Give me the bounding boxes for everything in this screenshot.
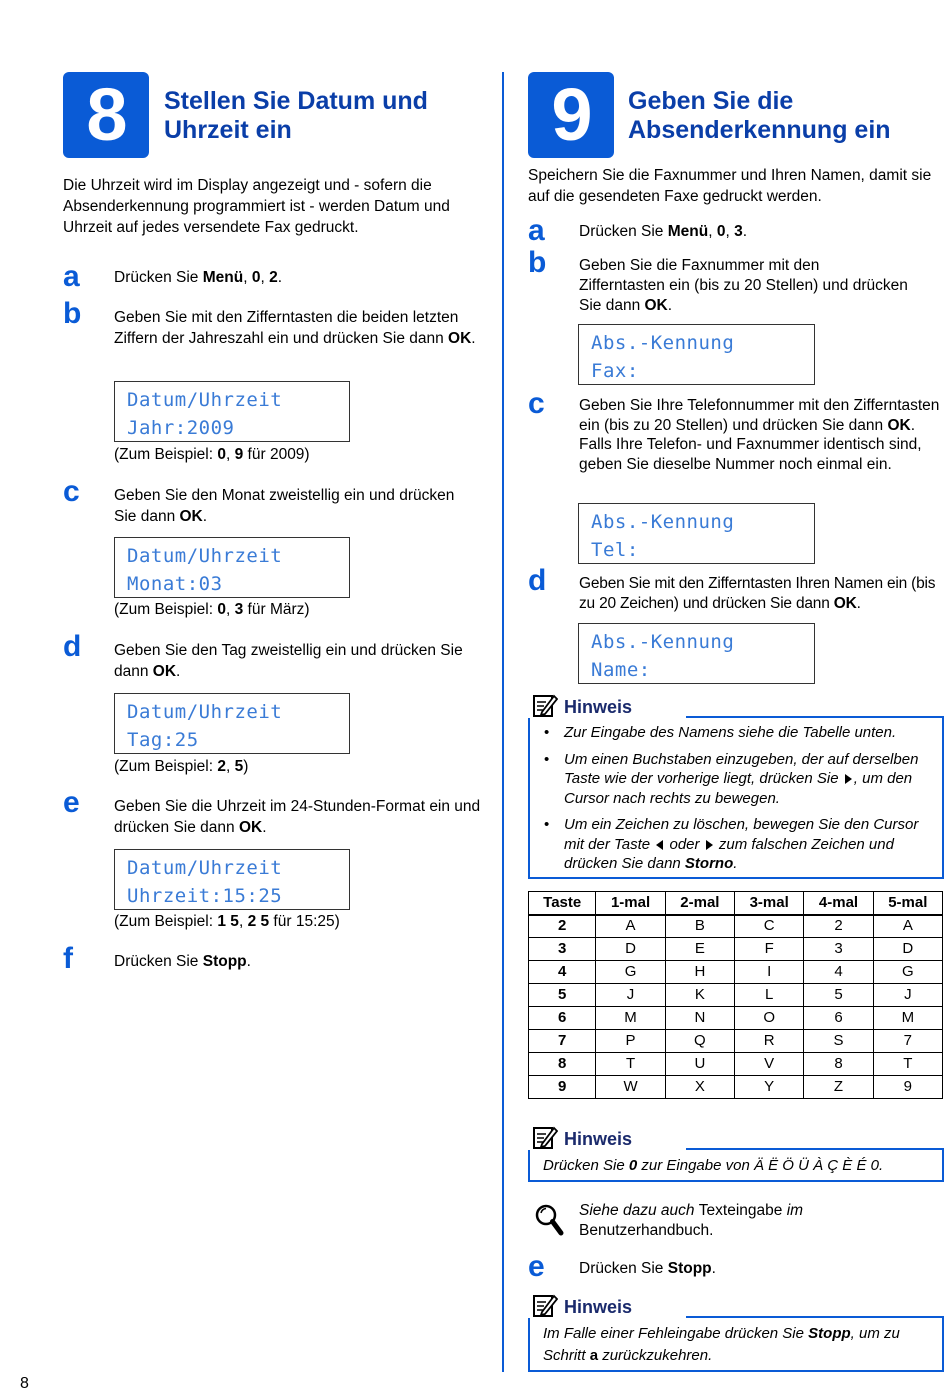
text: 0	[217, 601, 226, 618]
text: Um einen Buchstaben einzugeben, der auf derselben Taste wie der vorherige liegt, drücken Sie	[564, 750, 919, 787]
table-cell: 5	[804, 984, 873, 1007]
table-header: 5-mal	[873, 892, 942, 915]
table-row	[529, 938, 943, 961]
example-text	[114, 445, 310, 465]
table-cell: M	[596, 1007, 665, 1030]
key-label: OK	[179, 508, 203, 525]
text: , um den Cursor nach rechts zu bewegen.	[564, 770, 913, 807]
lcd-display	[114, 849, 350, 910]
note-title: Hinweis	[564, 1297, 633, 1317]
step-reference: a	[589, 1346, 599, 1364]
lcd-line2: Jahr:2009	[127, 417, 235, 439]
table-cell: V	[735, 1053, 804, 1076]
step-e-text	[579, 1259, 716, 1279]
example-text	[114, 912, 340, 932]
text: .	[733, 855, 738, 872]
lcd-line2: Tel:	[591, 539, 639, 561]
step-letter-f: f	[63, 942, 73, 975]
text: Geben Sie den Tag zweistellig ein und drücken Sie dann	[114, 642, 463, 680]
text: 3	[234, 601, 244, 618]
text: . Falls Ihre Telefon- und Faxnummer identisch sind, geben Sie dieselbe Nummer noch einmal ein.	[579, 416, 922, 473]
key-label: OK	[644, 297, 668, 314]
table-cell: O	[735, 1007, 804, 1030]
step-letter-d: d	[528, 564, 547, 597]
key-label: 3	[734, 223, 743, 240]
table-cell: C	[735, 915, 804, 938]
table-cell: T	[596, 1053, 665, 1076]
text: 2 5	[247, 913, 270, 930]
text: .	[742, 223, 748, 240]
table-cell: 9	[529, 1076, 596, 1099]
section-title-line1: Stellen Sie Datum und	[164, 87, 428, 115]
table-cell: L	[735, 984, 804, 1007]
step-f-text	[114, 952, 251, 972]
table-cell: J	[873, 984, 942, 1007]
key-label: OK	[448, 330, 472, 347]
text: Drücken Sie	[579, 223, 668, 240]
table-cell: Q	[665, 1030, 734, 1053]
key-label: 2	[269, 269, 278, 286]
table-cell: 5	[529, 984, 596, 1007]
table-cell: 3	[804, 938, 873, 961]
text: ,	[226, 758, 235, 775]
lcd-line1: Datum/Uhrzeit	[127, 389, 283, 411]
text: Geben Sie die Faxnummer mit den Zifferntasten ein (bis zu 20 Stellen) und drücken Sie dann	[579, 257, 908, 314]
table-header: 2-mal	[665, 892, 734, 915]
table-cell: W	[596, 1076, 665, 1099]
note-text	[543, 1156, 883, 1176]
table-cell: J	[596, 984, 665, 1007]
lcd-line2: Name:	[591, 659, 651, 681]
table-cell: U	[665, 1053, 734, 1076]
text: im	[782, 1202, 804, 1219]
step-c-text	[579, 396, 945, 474]
text: Drücken Sie	[114, 269, 203, 286]
note-bullet-list	[542, 723, 940, 881]
text: .	[176, 663, 181, 680]
step-d-text	[579, 574, 945, 614]
reference-text	[579, 1201, 803, 1241]
text: Texteingabe	[698, 1202, 783, 1219]
note-text	[543, 1323, 938, 1366]
table-cell: B	[665, 915, 734, 938]
list-item	[542, 815, 940, 874]
table-cell: K	[665, 984, 734, 1007]
text: ,	[226, 446, 235, 463]
text: ,	[243, 269, 252, 286]
table-header: 3-mal	[735, 892, 804, 915]
key-label: 0	[628, 1157, 638, 1174]
lcd-display	[114, 693, 350, 754]
table-cell: H	[665, 961, 734, 984]
section-title-line2: Absenderkennung ein	[628, 116, 891, 144]
text: Drücken Sie	[543, 1157, 629, 1174]
table-cell: Z	[804, 1076, 873, 1099]
intro-paragraph: Die Uhrzeit wird im Display angezeigt und - sofern die Absenderkennung programmiert ist - werden Datum und Uhrzeit auf jedes versendete Fax gedruckt.	[63, 177, 450, 236]
text: 0	[217, 446, 226, 463]
table-cell: Y	[735, 1076, 804, 1099]
text: 5	[234, 758, 244, 775]
table-cell: R	[735, 1030, 804, 1053]
character-table	[528, 891, 943, 1099]
section-title	[628, 87, 891, 145]
key-label: OK	[887, 416, 911, 434]
table-cell: G	[596, 961, 665, 984]
text: .	[711, 1260, 716, 1277]
step-letter-a: a	[63, 260, 80, 293]
table-row	[529, 961, 943, 984]
table-cell: A	[873, 915, 942, 938]
key-label: Storno	[684, 855, 734, 872]
text: (Zum Beispiel:	[114, 601, 218, 618]
text: Drücken Sie	[114, 953, 203, 970]
table-row	[529, 1007, 943, 1030]
list-item	[542, 750, 940, 809]
table-cell: N	[665, 1007, 734, 1030]
step-letter-c: c	[63, 475, 80, 508]
table-row	[529, 984, 943, 1007]
lcd-line1: Datum/Uhrzeit	[127, 857, 283, 879]
lcd-line2: Fax:	[591, 360, 639, 382]
table-cell: 6	[529, 1007, 596, 1030]
table-cell: 7	[529, 1030, 596, 1053]
table-cell: 4	[529, 961, 596, 984]
key-label: Menü	[667, 223, 709, 240]
table-cell: 2	[804, 915, 873, 938]
key-label: Menü	[202, 269, 244, 286]
text: ,	[260, 269, 270, 286]
note-title: Hinweis	[564, 697, 633, 717]
note-title: Hinweis	[564, 1129, 633, 1149]
text: Geben Sie die Uhrzeit im 24-Stunden-Format ein und drücken Sie dann	[114, 798, 481, 836]
table-row	[529, 1030, 943, 1053]
lcd-line1: Abs.-Kennung	[591, 511, 735, 533]
table-cell: D	[873, 938, 942, 961]
step-e-text	[114, 796, 489, 838]
lcd-line1: Abs.-Kennung	[591, 332, 735, 354]
table-cell: T	[873, 1053, 942, 1076]
lcd-line2: Monat:03	[127, 573, 223, 595]
example-text	[114, 757, 248, 777]
table-cell: 8	[529, 1053, 596, 1076]
table-cell: 2	[529, 915, 596, 938]
text: )	[243, 758, 249, 775]
text: (Zum Beispiel:	[114, 758, 218, 775]
lcd-display	[114, 381, 350, 442]
key-label: OK	[152, 663, 177, 680]
text: Geben Sie den Monat zweistellig ein und drücken Sie dann	[114, 487, 455, 525]
text: Siehe dazu auch	[579, 1202, 699, 1219]
text: Drücken Sie	[579, 1260, 668, 1277]
text: Zur Eingabe des Namens siehe die Tabelle unten.	[564, 724, 897, 741]
note-pencil-icon	[532, 1124, 558, 1150]
table-header: Taste	[529, 892, 596, 915]
page-number: 8	[20, 1375, 29, 1392]
table-row	[529, 915, 943, 938]
text: ,	[238, 913, 248, 930]
step-b-text	[579, 256, 909, 316]
list-item	[542, 723, 940, 743]
table-cell: D	[596, 938, 665, 961]
key-label: OK	[238, 819, 263, 836]
step-letter-a: a	[528, 214, 545, 247]
text: (Zum Beispiel:	[114, 913, 218, 930]
lcd-display	[578, 623, 815, 684]
table-cell: 4	[804, 961, 873, 984]
key-label: Stopp	[808, 1325, 851, 1342]
text: zurückzukehren.	[598, 1346, 713, 1364]
key-label: 0	[716, 223, 726, 240]
table-cell: 6	[804, 1007, 873, 1030]
text: zur Eingabe von Ä Ë Ö Ü À Ç È É 0.	[637, 1157, 884, 1174]
lcd-line2: Tag:25	[127, 729, 199, 751]
text: 9	[234, 446, 244, 463]
lcd-display	[578, 503, 815, 564]
text: .	[471, 330, 476, 347]
table-cell: G	[873, 961, 942, 984]
table-cell: M	[873, 1007, 942, 1030]
key-label: Stopp	[667, 1260, 712, 1277]
text: .	[277, 269, 283, 286]
text: Geben Sie mit den Zifferntasten Ihren Namen ein (bis zu 20 Zeichen) und drücken Sie dann	[579, 575, 936, 612]
section-title	[164, 87, 428, 145]
table-cell: 3	[529, 938, 596, 961]
table-row	[529, 1053, 943, 1076]
step-letter-b: b	[528, 246, 547, 279]
text: .	[246, 953, 251, 970]
table-header-row	[529, 892, 943, 915]
lcd-display	[114, 537, 350, 598]
key-label: Stopp	[202, 953, 247, 970]
left-arrow-icon	[656, 840, 663, 850]
table-cell: F	[735, 938, 804, 961]
text: .	[202, 508, 208, 525]
step-letter-e: e	[528, 1250, 545, 1283]
example-text	[114, 600, 310, 620]
lcd-line1: Abs.-Kennung	[591, 631, 735, 653]
table-cell: I	[735, 961, 804, 984]
table-header: 1-mal	[596, 892, 665, 915]
step-a-text	[579, 222, 747, 242]
lcd-display	[578, 324, 815, 385]
note-pencil-icon	[532, 692, 558, 718]
note-pencil-icon	[532, 1292, 558, 1318]
intro-paragraph: Speichern Sie die Faxnummer und Ihren Namen, damit sie auf die gesendeten Faxe gedruckt werden.	[528, 167, 932, 205]
text: oder	[665, 835, 704, 853]
table-cell: 9	[873, 1076, 942, 1099]
text: ,	[725, 223, 735, 240]
text: Geben Sie mit den Zifferntasten die beiden letzten Ziffern der Jahreszahl ein und drücken Sie dann	[114, 309, 459, 347]
text: zum falschen Zeichen und drücken Sie dann	[564, 835, 894, 872]
text: .	[262, 819, 267, 836]
right-arrow-icon	[845, 774, 852, 784]
step-number-badge: 9	[528, 72, 614, 158]
text: ,	[708, 223, 717, 240]
step-letter-e: e	[63, 786, 80, 819]
text: 1 5	[217, 913, 239, 930]
lcd-line1: Datum/Uhrzeit	[127, 545, 283, 567]
text: , um zu Schritt	[543, 1325, 900, 1364]
table-cell: X	[665, 1076, 734, 1099]
key-label: 0	[251, 269, 261, 286]
table-cell: S	[804, 1030, 873, 1053]
step-letter-b: b	[63, 297, 82, 330]
step-letter-c: c	[528, 387, 545, 420]
table-row	[529, 1076, 943, 1099]
step-b-text	[114, 307, 489, 349]
key-label: OK	[833, 595, 857, 612]
text: Im Falle einer Fehleingabe drücken Sie	[543, 1325, 809, 1342]
step-a-text	[114, 268, 494, 288]
magnifier-icon	[533, 1202, 565, 1238]
column-divider	[502, 72, 504, 1372]
section-title-line2: Uhrzeit ein	[164, 116, 292, 144]
text: (Zum Beispiel:	[114, 446, 218, 463]
text: Benutzerhandbuch.	[579, 1222, 714, 1239]
step-c-text	[114, 485, 474, 527]
table-cell: 8	[804, 1053, 873, 1076]
step-d-text	[114, 640, 489, 682]
table-cell: A	[596, 915, 665, 938]
text: 2	[217, 758, 226, 775]
table-cell: 7	[873, 1030, 942, 1053]
text: Geben Sie Ihre Telefonnummer mit den Zifferntasten ein (bis zu 20 Stellen) und drücken Sie dann	[579, 397, 940, 434]
text: für 15:25)	[269, 913, 340, 930]
lcd-line1: Datum/Uhrzeit	[127, 701, 283, 723]
text: Um ein Zeichen zu löschen, bewegen Sie den Cursor mit der Taste	[564, 816, 919, 853]
step-letter-d: d	[63, 630, 82, 663]
step-number-badge: 8	[63, 72, 149, 158]
text: für 2009)	[243, 446, 310, 463]
text: für März)	[243, 601, 310, 618]
table-header: 4-mal	[804, 892, 873, 915]
section-title-line1: Geben Sie die	[628, 87, 794, 115]
text: ,	[226, 601, 235, 618]
lcd-line2: Uhrzeit:15:25	[127, 885, 283, 907]
table-cell: P	[596, 1030, 665, 1053]
table-cell: E	[665, 938, 734, 961]
text: .	[667, 297, 673, 314]
text: .	[856, 595, 861, 612]
right-arrow-icon	[706, 840, 713, 850]
